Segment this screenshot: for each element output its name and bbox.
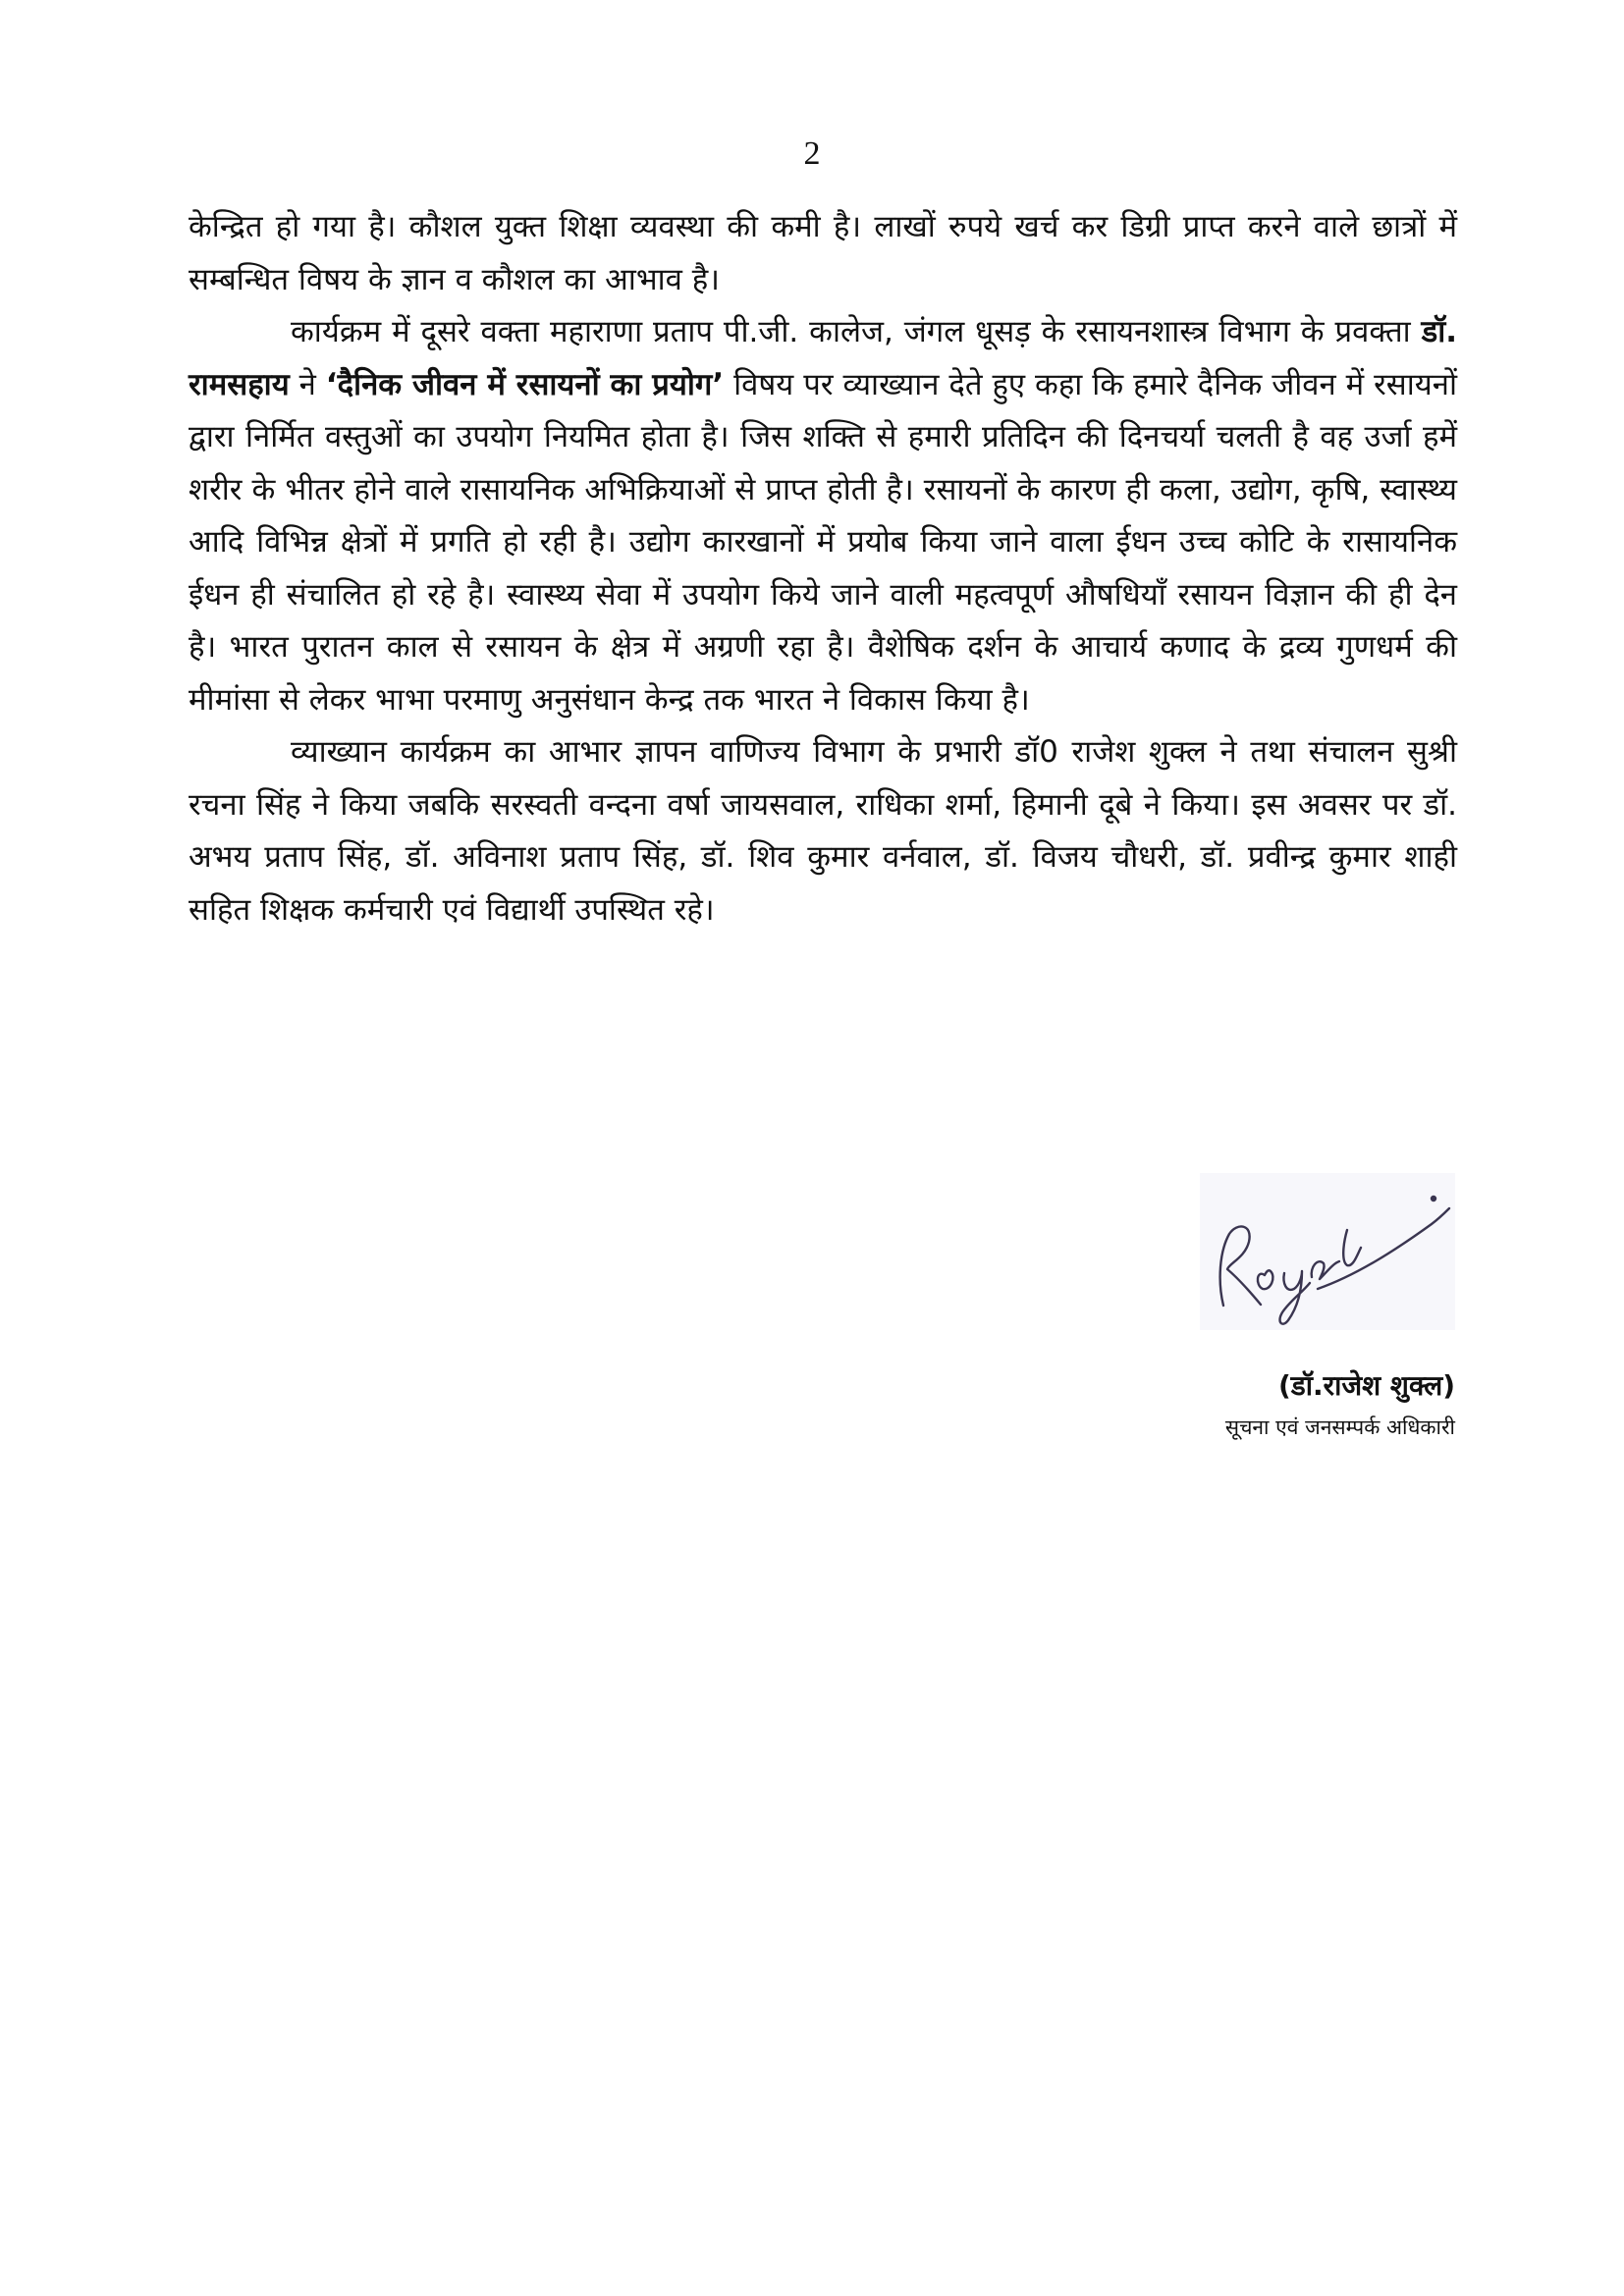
speaker-name: डॉ. रामसहाय	[189, 314, 1457, 402]
handwritten-signature	[1200, 1173, 1455, 1330]
paragraph-1: केन्द्रित हो गया है। कौशल युक्त शिक्षा व्यवस्था की कमी है। लाखों रुपये खर्च कर डिग्री प्राप्त करने वाले छात्रों में सम्बन्धित विषय के ज्ञान व कौशल का आभाव है।	[189, 209, 1457, 297]
paragraph-2-connector: ने	[289, 366, 326, 402]
signer-name: (डॉ.राजेश शुक्ल)	[1277, 1369, 1455, 1402]
paragraph-2	[189, 306, 1457, 726]
paragraph-2-body: विषय पर व्याख्यान देते हुए कहा कि हमारे दैनिक जीवन में रसायनों द्वारा निर्मित वस्तुओं का उपयोग नियमित होता है। जिस शक्ति से हमारी प्रतिदिन की दिनचर्या चलती है वह उर्जा हमें शरीर के भीतर होने वाले रासायनिक अभिक्रियाओं से प्राप्त होती है। रसायनों के कारण ही कला, उद्योग, कृषि, स्वास्थ्य आदि विभिन्न क्षेत्रों में प्रगति हो रही है। उद्योग कारखानों में प्रयोब किया जाने वाला ईधन उच्च कोटि के रासायनिक ईधन ही संचालित हो रहे है। स्वास्थ्य सेवा में उपयोग किये जाने वाली महत्वपूर्ण औषधियाँ रसायन विज्ञान की ही देन है। भारत पुरातन काल से रसायन के क्षेत्र में अग्रणी रहा है। वैशेषिक दर्शन के आचार्य कणाद के द्रव्य गुणधर्म की मीमांसा से लेकर भाभा परमाणु अनुसंधान केन्द्र तक भारत ने विकास किया है।	[189, 366, 1458, 718]
lecture-topic: ‘दैनिक जीवन में रसायनों का प्रयोग’	[325, 366, 725, 402]
paragraph-3: व्याख्यान कार्यक्रम का आभार ज्ञापन वाणिज्य विभाग के प्रभारी डॉ0 राजेश शुक्ल ने तथा संचालन सुश्री रचना सिंह ने किया जबकि सरस्वती वन्दना वर्षा जायसवाल, राधिका शर्मा, हिमानी दूबे ने किया। इस अवसर पर डॉ. अभय प्रताप सिंह, डॉ. अविनाश प्रताप सिंह, डॉ. शिव कुमार वर्नवाल, डॉ. विजय चौधरी, डॉ. प्रवीन्द्र कुमार शाही सहित शिक्षक कर्मचारी एवं विद्यार्थी उपस्थित रहे।	[189, 734, 1457, 928]
body-text	[189, 201, 1457, 936]
page-number: 2	[803, 135, 821, 172]
signer-title: सूचना एवं जनसम्पर्क अधिकारी	[1224, 1415, 1455, 1439]
paragraph-2-intro: कार्यक्रम में दूसरे वक्ता महाराणा प्रताप पी.जी. कालेज, जंगल धूसड़ के रसायनशास्त्र विभाग के प्रवक्ता	[291, 314, 1422, 349]
